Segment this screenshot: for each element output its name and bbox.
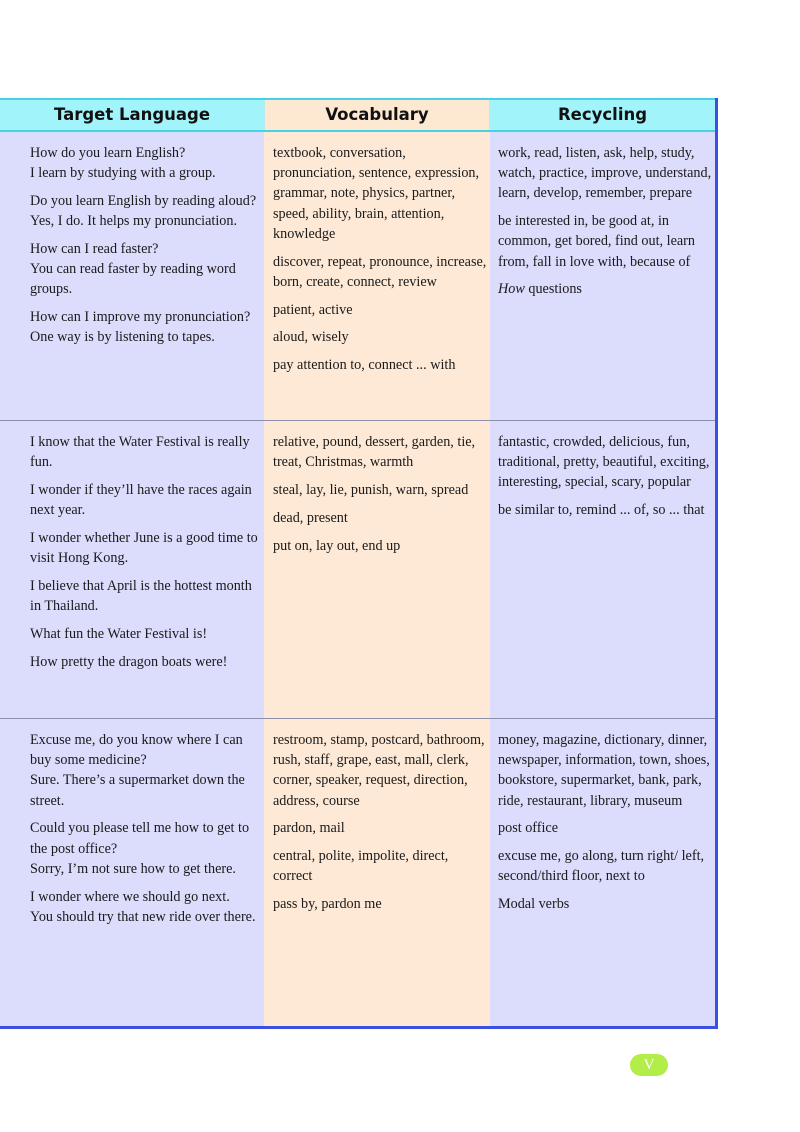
text-block: restroom, stamp, postcard, bathroom, rush, staff, grape, east, mall, clerk, corner, speaker, request, direction, address, course xyxy=(273,732,485,809)
text-block: pardon, mail xyxy=(273,820,345,837)
row2-recycling xyxy=(498,432,712,528)
text-block: textbook, conversation, pronunciation, sentence, expression, grammar, note, physics, partner, speed, ability, brain, attention, knowledge xyxy=(273,145,480,242)
text-block: I know that the Water Festival is really fun. xyxy=(30,434,250,471)
text-block: Modal verbs xyxy=(498,896,570,913)
header-target-language: Target Language xyxy=(53,105,211,124)
text-block: aloud, wisely xyxy=(273,329,349,346)
text-block: How questions xyxy=(498,281,582,298)
page-number-badge: V xyxy=(630,1054,668,1076)
table-header-row xyxy=(0,98,715,132)
text-block: I wonder where we should go next. You should try that new ride over there. xyxy=(30,888,256,925)
text-block: Do you learn English by reading aloud? Yes, I do. It helps my pronunciation. xyxy=(30,193,257,230)
text-block: be similar to, remind ... of, so ... that xyxy=(498,502,705,519)
text-block: post office xyxy=(498,820,559,837)
row3-vocabulary xyxy=(273,730,487,922)
row-divider xyxy=(0,718,715,719)
text-block: pay attention to, connect ... with xyxy=(273,357,456,374)
text-block: central, polite, impolite, direct, correct xyxy=(273,848,449,885)
text-block: patient, active xyxy=(273,301,353,318)
text-block: excuse me, go along, turn right/ left, second/third floor, next to xyxy=(498,848,705,885)
text-block: fantastic, crowded, delicious, fun, traditional, pretty, beautiful, exciting, interesting, special, scary, popular xyxy=(498,434,710,491)
text-block: work, read, listen, ask, help, study, watch, practice, improve, understand, learn, develop, remember, prepare xyxy=(498,145,712,202)
text-block: How pretty the dragon boats were! xyxy=(30,653,228,670)
text-block: What fun the Water Festival is! xyxy=(30,626,208,642)
header-vocabulary: Vocabulary xyxy=(264,100,490,130)
row1-recycling xyxy=(498,143,712,307)
row2-vocabulary xyxy=(273,432,487,563)
text-block: money, magazine, dictionary, dinner, newspaper, information, town, shoes, bookstore, supermarket, bank, park, ride, restaurant, library, museum xyxy=(498,732,710,809)
text-block: How can I improve my pronunciation? One way is by listening to tapes. xyxy=(30,309,251,346)
text-block: dead, present xyxy=(273,509,348,526)
text-block: pass by, pardon me xyxy=(273,896,382,913)
row1-vocabulary xyxy=(273,143,487,383)
text-block: How can I read faster? You can read faster by reading word groups. xyxy=(30,241,236,298)
row1-target-language xyxy=(30,143,262,355)
text-block: Excuse me, do you know where I can buy some medicine? Sure. There’s a supermarket down the street. xyxy=(30,732,245,809)
row3-target-language xyxy=(30,730,262,935)
row2-target-language xyxy=(30,432,262,680)
text-block: steal, lay, lie, punish, warn, spread xyxy=(273,482,469,498)
syllabus-table xyxy=(0,98,718,1029)
text-block: relative, pound, dessert, garden, tie, treat, Christmas, warmth xyxy=(273,434,476,471)
text-block: discover, repeat, pronounce, increase, born, create, connect, review xyxy=(273,253,487,290)
text-block: Could you please tell me how to get to the post office? Sorry, I’m not sure how to get there. xyxy=(30,820,250,877)
header-recycling: Recycling xyxy=(557,105,648,124)
text-block: I wonder if they’ll have the races again next year. xyxy=(30,482,252,519)
text-block: I believe that April is the hottest month in Thailand. xyxy=(30,578,252,615)
row-divider xyxy=(0,420,715,421)
text-block: I wonder whether June is a good time to visit Hong Kong. xyxy=(30,530,258,567)
text-block: put on, lay out, end up xyxy=(273,537,401,554)
row3-recycling xyxy=(498,730,712,922)
text-block: be interested in, be good at, in common, get bored, find out, learn from, fall in love with, because of xyxy=(498,213,695,270)
text-block: How do you learn English? I learn by studying with a group. xyxy=(30,145,216,182)
